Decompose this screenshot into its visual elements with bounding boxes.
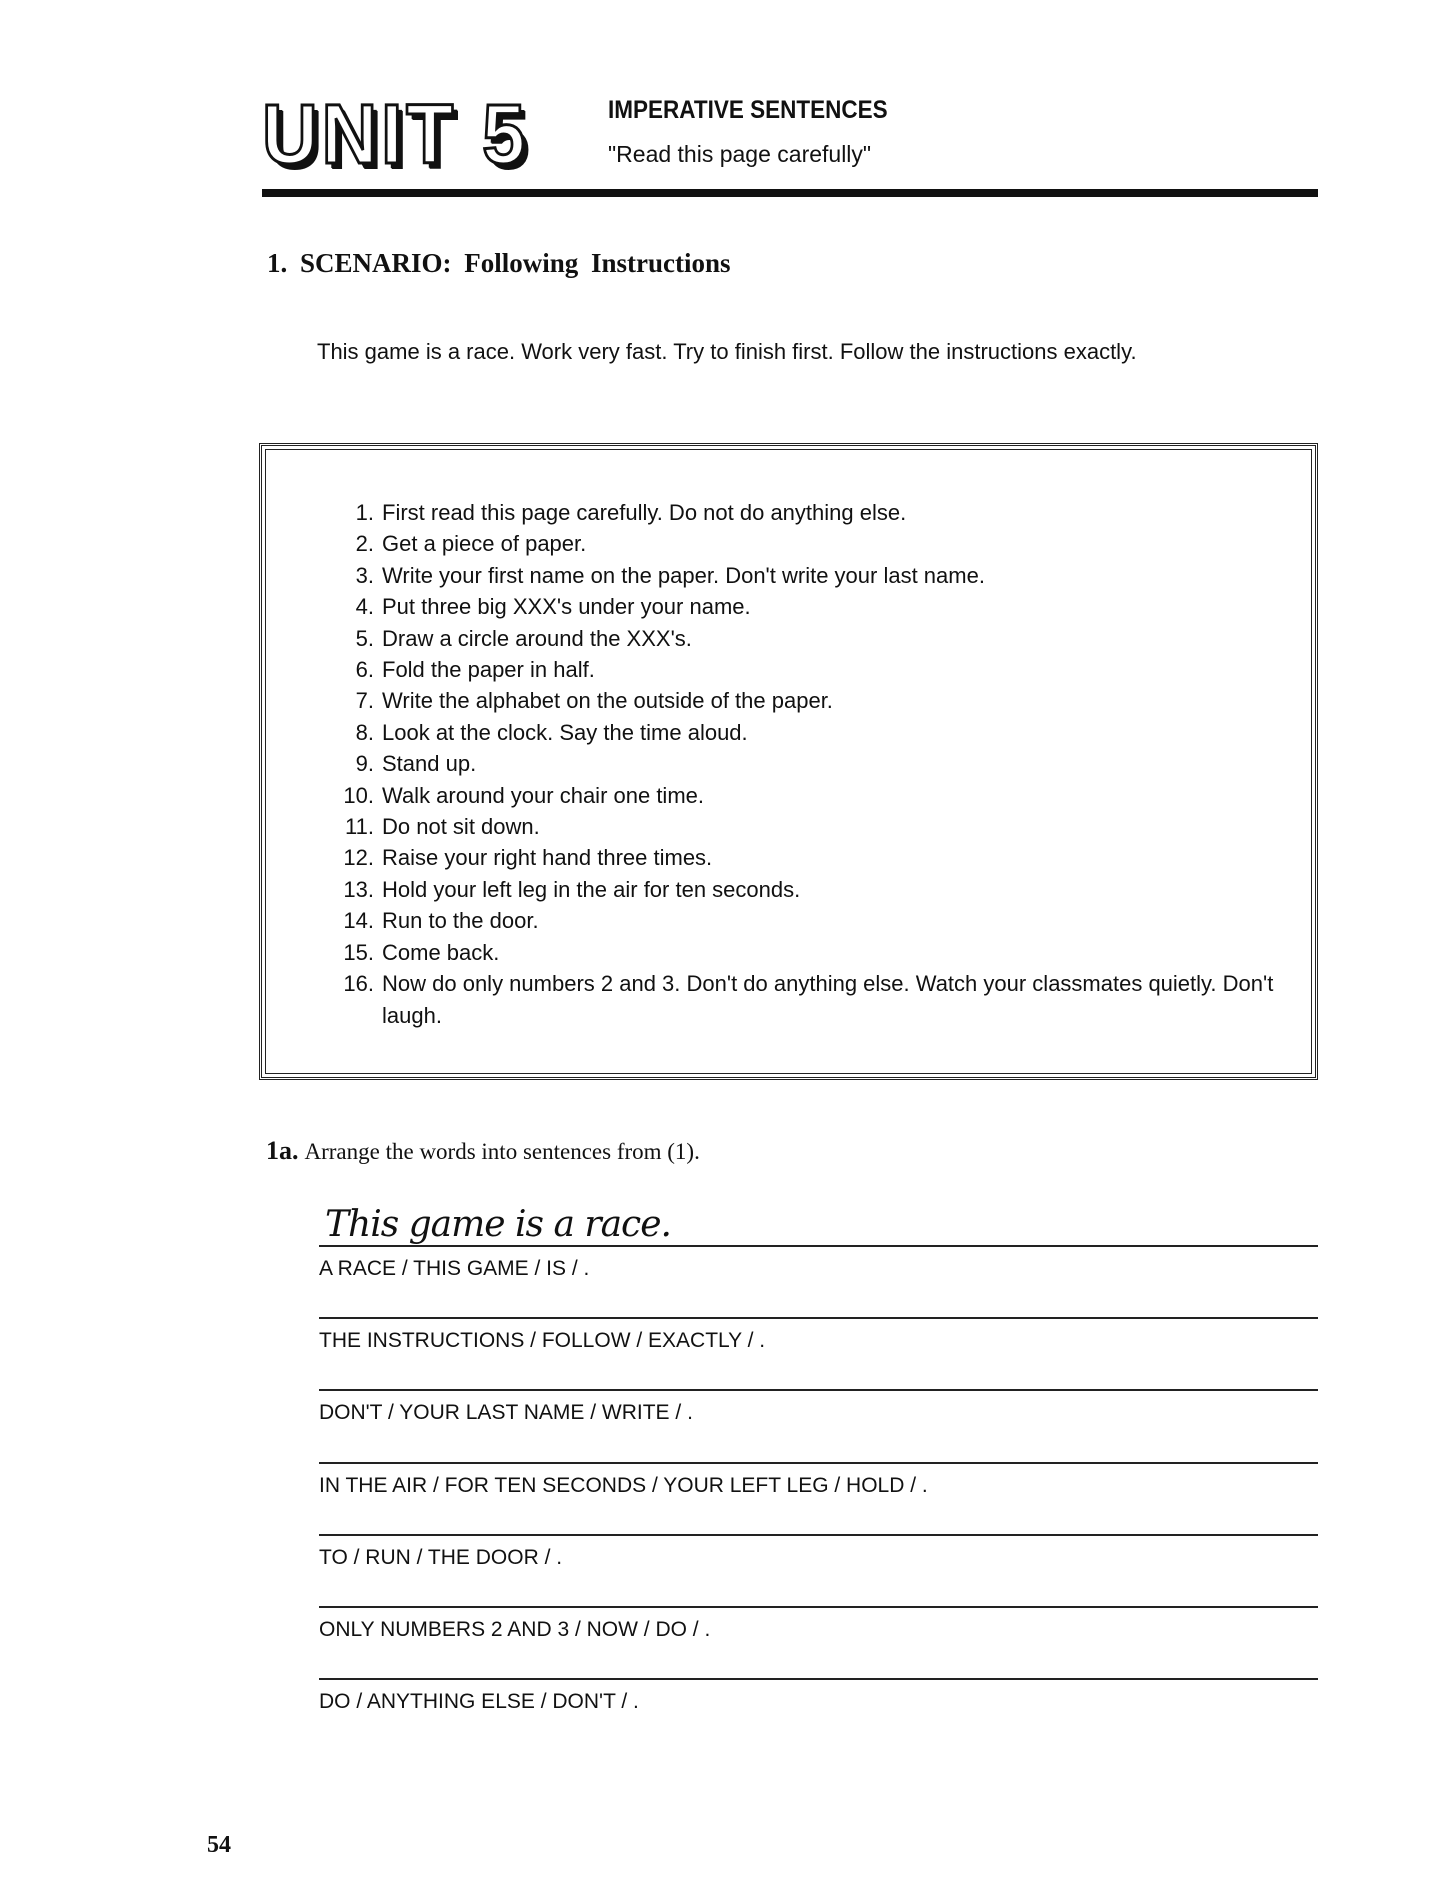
- instruction-text: Put three big XXX's under your name.: [382, 594, 751, 620]
- word-prompt: ONLY NUMBERS 2 AND 3 / NOW / DO / .: [319, 1618, 711, 1641]
- instruction-number: 7.: [355, 688, 374, 714]
- instruction-text: First read this page carefully. Do not do anything else.: [382, 500, 907, 525]
- answer-line[interactable]: [319, 1462, 1318, 1464]
- instruction-number: 10.: [343, 782, 374, 808]
- answer-line[interactable]: [319, 1678, 1318, 1680]
- instruction-text: Run to the door.: [382, 908, 539, 934]
- instruction-number: 3.: [355, 562, 374, 588]
- instruction-text: Walk around your chair one time.: [382, 782, 704, 808]
- instruction-number: 13.: [343, 876, 374, 902]
- answer-line[interactable]: [319, 1606, 1318, 1608]
- instruction-text: Hold your left leg in the air for ten seconds.: [382, 876, 801, 902]
- instruction-item: [330, 528, 1290, 559]
- instruction-item: [330, 748, 1290, 779]
- answer-line[interactable]: [319, 1389, 1318, 1391]
- instruction-item: [330, 811, 1290, 842]
- section-intro: This game is a race. Work very fast. Try to finish first. Follow the instructions exactly.: [317, 339, 1137, 364]
- unit-title: IMPERATIVE SENTENCES: [608, 96, 888, 124]
- answer-line[interactable]: [319, 1534, 1318, 1536]
- instruction-item: [330, 780, 1290, 811]
- unit-logo: UNIT 5: [262, 87, 529, 181]
- instruction-text: Look at the clock. Say the time aloud.: [382, 719, 748, 745]
- exercise-text: Arrange the words into sentences from (1).: [304, 1139, 700, 1164]
- word-prompt: THE INSTRUCTIONS / FOLLOW / EXACTLY / .: [319, 1329, 766, 1353]
- instruction-item: [330, 717, 1290, 748]
- instruction-number: 15.: [343, 939, 374, 965]
- instruction-text: Draw a circle around the XXX's.: [382, 625, 692, 651]
- instruction-item: [330, 905, 1290, 936]
- instruction-number: 2.: [355, 531, 374, 557]
- instruction-number: 16.: [343, 971, 374, 997]
- unit-subtitle: "Read this page carefully": [608, 141, 872, 167]
- instruction-item: [330, 937, 1290, 968]
- word-prompt: DO / ANYTHING ELSE / DON'T / .: [319, 1690, 639, 1714]
- instruction-text: Fold the paper in half.: [382, 657, 595, 683]
- section-heading: 1. SCENARIO: Following Instructions: [267, 248, 731, 278]
- instruction-item: [330, 623, 1290, 654]
- instruction-number: 8.: [355, 719, 374, 745]
- instruction-number: 9.: [355, 751, 374, 777]
- instruction-item: [330, 497, 1290, 528]
- instruction-number: 11.: [345, 814, 374, 840]
- instruction-item: [330, 874, 1290, 905]
- instruction-item: [330, 654, 1290, 685]
- instruction-number: 5.: [355, 625, 374, 651]
- answer-line[interactable]: [319, 1245, 1318, 1247]
- instruction-number: 6.: [355, 657, 374, 683]
- header-rule: [262, 189, 1318, 197]
- page-number: 54: [207, 1832, 231, 1858]
- instruction-text: Do not sit down.: [382, 814, 540, 840]
- instruction-item: [330, 560, 1290, 591]
- instruction-number: 14.: [343, 908, 374, 934]
- instruction-text: Get a piece of paper.: [382, 531, 587, 557]
- word-prompt: A RACE / THIS GAME / IS / .: [319, 1257, 590, 1280]
- instruction-text: Raise your right hand three times.: [382, 845, 713, 871]
- word-prompt: IN THE AIR / FOR TEN SECONDS / YOUR LEFT LEG / HOLD / .: [319, 1473, 928, 1497]
- instruction-item: [330, 685, 1290, 716]
- instruction-text: Write the alphabet on the outside of the paper.: [382, 688, 833, 714]
- instruction-text: Write your first name on the paper. Don't write your last name.: [382, 562, 985, 588]
- instruction-text: Now do only numbers 2 and 3. Don't do anything else. Watch your classmates quietly. Don't laugh.: [382, 971, 1274, 1028]
- instruction-item: [330, 842, 1290, 873]
- exercise-label: 1a.: [266, 1136, 299, 1165]
- instruction-text: Stand up.: [382, 751, 477, 777]
- instruction-number: 1.: [355, 500, 374, 525]
- instructions-list: [330, 497, 1290, 1031]
- instruction-text: Come back.: [382, 939, 500, 965]
- instruction-number: 4.: [355, 594, 374, 620]
- instruction-number: 12.: [343, 845, 374, 871]
- handwritten-answer: This game is a race.: [325, 1204, 671, 1245]
- instruction-item: [330, 968, 1290, 1031]
- instruction-item: [330, 591, 1290, 622]
- word-prompt: TO / RUN / THE DOOR / .: [319, 1545, 563, 1569]
- word-prompt: DON'T / YOUR LAST NAME / WRITE / .: [319, 1401, 693, 1425]
- exercise-prompt: [266, 1136, 700, 1166]
- answer-line[interactable]: [319, 1317, 1318, 1319]
